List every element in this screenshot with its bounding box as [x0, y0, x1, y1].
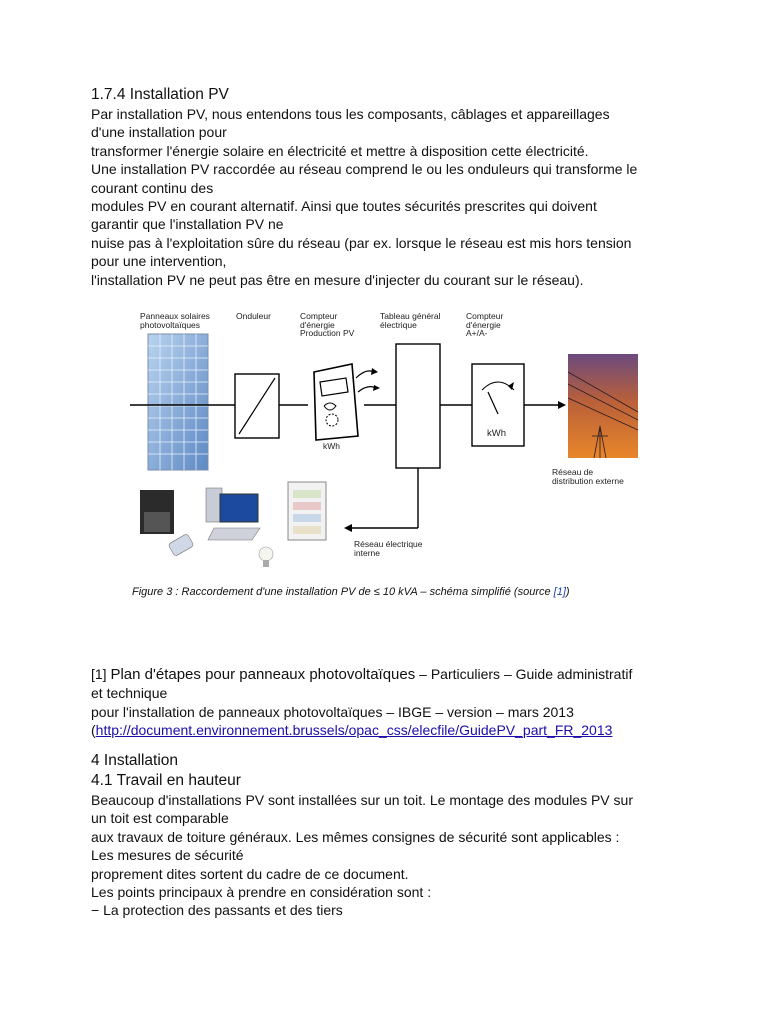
label-line: Production PV — [300, 328, 355, 338]
paragraph-line: proprement dites sortent du cadre de ce document. — [91, 865, 409, 882]
label-meter-ab — [466, 312, 503, 338]
label-external-grid — [552, 468, 624, 485]
caption-ref-link[interactable]: [1] — [553, 586, 566, 598]
pv-connection-diagram — [130, 302, 670, 602]
paragraph-line: l'installation PV ne peut pas être en mesure d'injecter du courant sur le réseau). — [91, 271, 584, 288]
reference-line — [91, 665, 681, 684]
reference-rest: – Particuliers – Guide administratif — [415, 666, 633, 682]
caption-close: ) — [565, 586, 570, 598]
solar-panel-icon — [148, 334, 208, 470]
label-line: distribution externe — [552, 475, 624, 486]
section-heading: 1.7.4 Installation PV — [91, 86, 229, 103]
paragraph-line: aux travaux de toiture généraux. Les mêmes consignes de sécurité sont applicables : — [91, 828, 620, 845]
label-line: électrique — [380, 319, 417, 330]
paragraph-line: transformer l'énergie solaire en électricité et mettre à disposition cette électricité. — [91, 142, 589, 159]
label-main-board — [380, 312, 441, 329]
reference-note — [91, 665, 681, 740]
label-line: d'énergie — [466, 319, 501, 330]
reference-line: pour l'installation de panneaux photovoltaïques – IBGE – version – mars 2013 — [91, 703, 574, 720]
label-line: Tableau général — [380, 311, 441, 321]
coffee-machine-icon — [140, 490, 174, 534]
paragraph-line: nuise pas à l'exploitation sûre du réseau (par ex. lorsque le réseau est mis hors tension — [91, 234, 632, 251]
production-meter-icon — [314, 364, 380, 440]
paragraph-line: modules PV en courant alternatif. Ainsi que toutes sécurités prescrites qui doivent — [91, 198, 597, 215]
label-line: A+/A- — [466, 328, 488, 338]
phone-icon — [168, 533, 194, 556]
fridge-icon — [288, 482, 326, 540]
section-heading: 4 Installation — [91, 752, 179, 769]
paragraph-line: pour une intervention, — [91, 253, 227, 270]
paragraph-line: Les points principaux à prendre en considération sont : — [91, 884, 432, 901]
caption-text: Figure 3 : Raccordement d'une installation PV de ≤ 10 kVA – schéma simplifié (source — [132, 586, 554, 598]
computer-icon — [206, 488, 260, 540]
paragraph-line: garantir que l'installation PV ne — [91, 216, 284, 233]
paragraph-line: d'une installation pour — [91, 124, 227, 141]
label-inverter: Onduleur — [236, 311, 271, 321]
subsection-heading: 4.1 Travail en hauteur — [91, 772, 241, 789]
paragraph-line: Une installation PV raccordée au réseau comprend le ou les onduleurs qui transforme le — [91, 161, 638, 178]
reference-marker: [1] — [91, 666, 111, 682]
label-panels — [140, 312, 210, 329]
label-meter-production — [300, 312, 354, 338]
paragraph-line: Les mesures de sécurité — [91, 847, 244, 864]
reference-url-link[interactable]: http://document.environnement.brussels/opac_css/elecfile/GuidePV_part_FR_2013 — [95, 722, 613, 739]
paragraph-line: Beaucoup d'installations PV sont installées sur un toit. Le montage des modules PV sur — [91, 792, 633, 808]
inverter-icon — [235, 374, 279, 438]
reference-line: et technique — [91, 685, 168, 702]
reference-title: Plan d'étapes pour panneaux photovoltaïques — [110, 666, 416, 683]
label-internal-grid — [354, 540, 423, 557]
figure-caption — [132, 586, 570, 598]
label-line: photovoltaïques — [140, 319, 201, 330]
label-line: Réseau de — [552, 467, 594, 477]
section-installation — [91, 751, 681, 920]
label-line: Compteur — [466, 311, 504, 321]
paragraph-line: − La protection des passants et des tiers — [91, 902, 343, 919]
main-board-icon — [396, 344, 440, 468]
label-line: Panneaux solaires — [140, 311, 210, 321]
paragraph-line: Par installation PV, nous entendons tous les composants, câblages et appareillages — [91, 106, 610, 122]
label-line: Compteur — [300, 311, 338, 321]
paragraph-line: courant continu des — [91, 179, 214, 196]
external-grid-photo — [568, 354, 638, 458]
label-line: interne — [354, 547, 380, 558]
label-kwh-production: kWh — [323, 441, 340, 451]
paragraph-line: un toit est comparable — [91, 810, 229, 827]
label-line: d'énergie — [300, 319, 335, 330]
reference-line — [91, 721, 681, 739]
reference-paren: ( — [91, 722, 96, 739]
light-bulb-icon — [259, 547, 273, 567]
section-installation-pv — [91, 85, 681, 289]
label-line: Réseau électrique — [354, 539, 423, 549]
label-kwh-ab: kWh — [487, 428, 506, 439]
